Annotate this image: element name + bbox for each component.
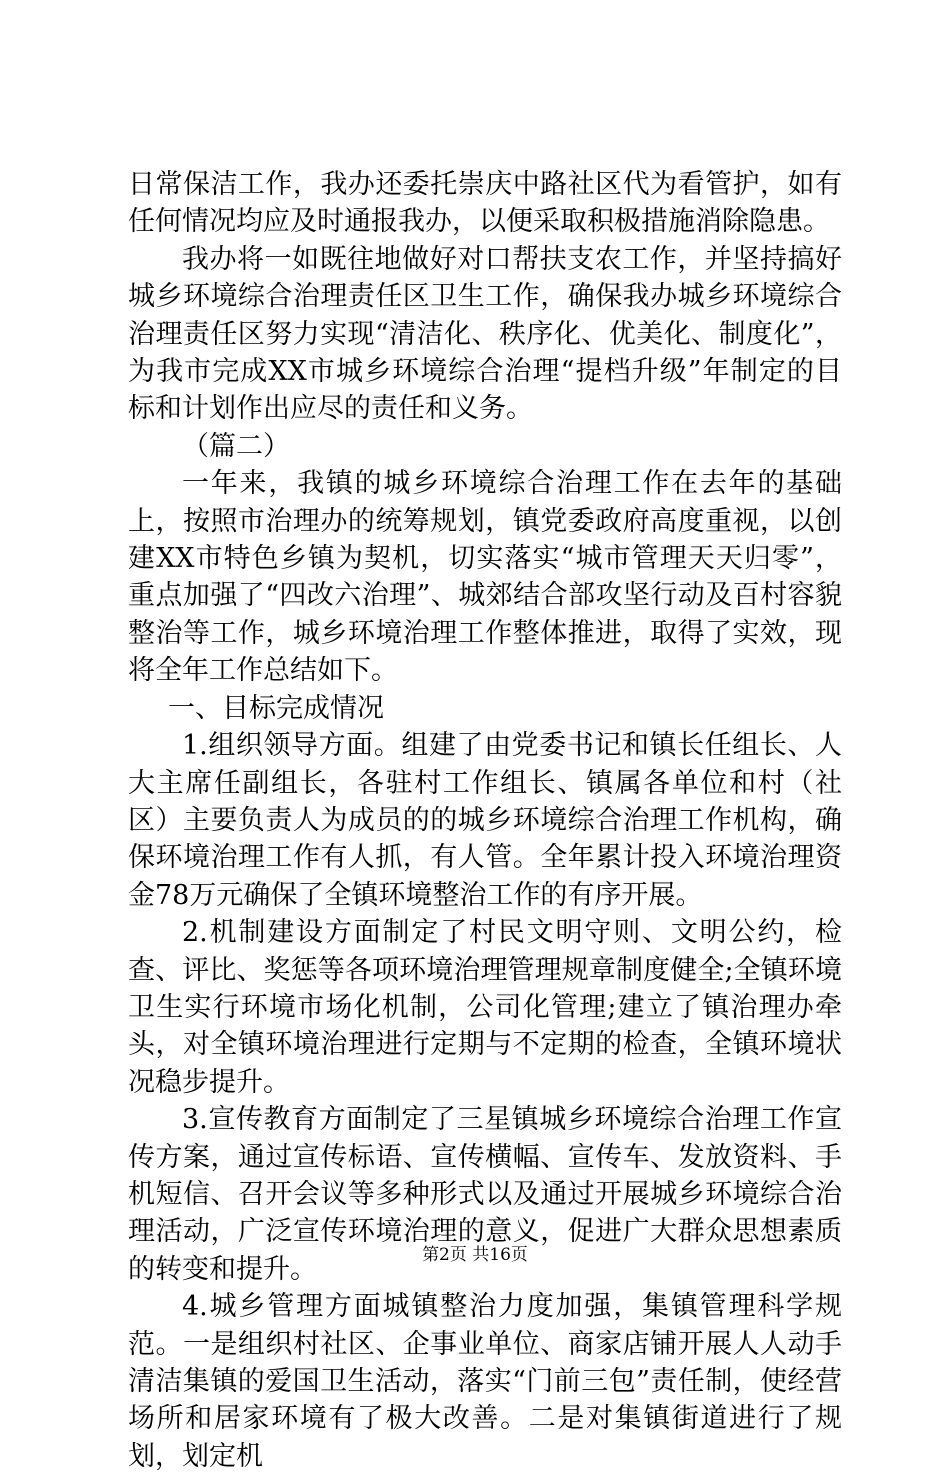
- paragraph: 一年来，我镇的城乡环境综合治理工作在去年的基础上，按照市治理办的统筹规划，镇党委政府高度重视，以创建XX市特色乡镇为契机，切实落实“城市管理天天归零”，重点加强了“四改六治理”、城郊结合部攻坚行动及百村容貌整治等工作，城乡环境治理工作整体推进，取得了实效，现将全年工作总结如下。: [128, 468, 842, 687]
- paragraph: 3.宣传教育方面制定了三星镇城乡环境综合治理工作宣传方案，通过宣传标语、宣传横幅、宣传车、发放资料、手机短信、召开会议等多种形式以及通过开展城乡环境综合治理活动，广泛宣传环境治理的意义，促进广大群众思想素质的转变和提升。: [128, 1104, 842, 1285]
- paragraph-continuation: 日常保洁工作，我办还委托崇庆中路社区代为看管护，如有任何情况均应及时通报我办，以便采取积极措施消除隐患。: [128, 169, 842, 238]
- section-heading: （篇二）: [182, 430, 290, 462]
- subsection-heading: 一、目标完成情况: [168, 692, 384, 724]
- paragraph: 4.城乡管理方面城镇整治力度加强，集镇管理科学规范。一是组织村社区、企事业单位、商家店铺开展人人动手清洁集镇的爱国卫生活动，落实“门前三包”责任制，使经营场所和居家环境有了极大改善。二是对集镇街道进行了规划，划定机: [128, 1291, 842, 1472]
- paragraph: 2.机制建设方面制定了村民文明守则、文明公约，检查、评比、奖惩等各项环境治理管理规章制度健全;全镇环境卫生实行环境市场化机制，公司化管理;建立了镇治理办牵头，对全镇环境治理进行定期与不定期的检查，全镇环境状况稳步提升。: [128, 917, 842, 1098]
- paragraph: 1.组织领导方面。组建了由党委书记和镇长任组长、人大主席任副组长，各驻村工作组长、镇属各单位和村（社区）主要负责人为成员的的城乡环境综合治理工作机构，确保环境治理工作有人抓，有人管。全年累计投入环境治理资金78万元确保了全镇环境整治工作的有序开展。: [128, 730, 842, 911]
- paragraph: 我办将一如既往地做好对口帮扶支农工作，并坚持搞好城乡环境综合治理责任区卫生工作，确保我办城乡环境综合治理责任区努力实现“清洁化、秩序化、优美化、制度化”，为我市完成XX市城乡环境综合治理“提档升级”年制定的目标和计划作出应尽的责任和义务。: [128, 243, 842, 425]
- document-body: [128, 166, 842, 1475]
- page-number: 第2页 共16页: [422, 1245, 528, 1265]
